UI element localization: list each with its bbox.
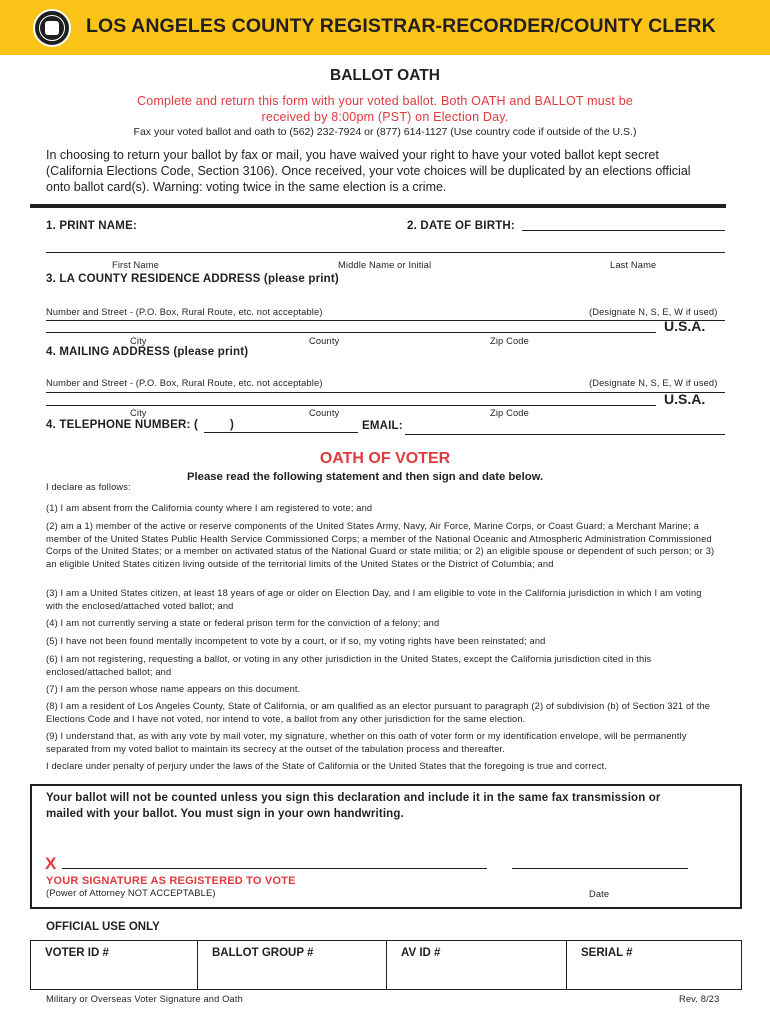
instruction-line-1: Complete and return this form with your voted ballot. Both OATH and BALLOT must be	[136, 94, 634, 108]
mailing-address-label: 4. MAILING ADDRESS (please print)	[46, 346, 249, 358]
footer-revision: Rev. 8/23	[679, 994, 720, 1004]
oath-item-4: (4) I am not currently serving a state or federal prison term for the conviction of a felony; and	[46, 618, 440, 628]
email-field[interactable]	[405, 434, 725, 435]
header-title: LOS ANGELES COUNTY REGISTRAR-RECORDER/COUNTY CLERK	[86, 15, 716, 37]
print-name-label: 1. PRINT NAME:	[46, 220, 137, 232]
date-of-birth-label: 2. DATE OF BIRTH:	[407, 220, 515, 232]
email-label: EMAIL:	[362, 420, 403, 432]
residence-address-label: 3. LA COUNTY RESIDENCE ADDRESS (please print)	[46, 273, 339, 285]
ballot-group-cell: BALLOT GROUP #	[198, 941, 387, 989]
oath-item-6: (6) I am not registering, requesting a ballot, or voting in any other jurisdiction in the United States, except the California jurisdiction cited in this enclosed/attached ballot; and	[46, 654, 652, 677]
mailing-city-field[interactable]	[46, 405, 656, 406]
voter-id-cell: VOTER ID #	[31, 941, 198, 989]
print-name-field[interactable]	[46, 252, 725, 253]
date-of-birth-field[interactable]	[522, 230, 725, 231]
telephone-close-paren: )	[230, 419, 235, 431]
zip-caption-2: Zip Code	[490, 408, 529, 418]
perjury-statement: I declare under penalty of perjury under the laws of the State of California or the United States that the foregoing is true and correct.	[46, 761, 608, 771]
county-seal-logo	[33, 9, 71, 47]
city-caption-2: City	[130, 408, 147, 418]
footer-left: Military or Overseas Voter Signature and Oath	[46, 994, 243, 1004]
section-divider	[30, 204, 726, 208]
first-name-caption: First Name	[112, 260, 159, 270]
oath-item-5: (5) I have not been found mentally incompetent to vote by a court, or if so, my voting rights have been reinstated; and	[46, 636, 546, 646]
poa-note: (Power of Attorney NOT ACCEPTABLE)	[46, 888, 216, 898]
fax-instructions: Fax your voted ballot and oath to (562) 232-7924 or (877) 614-1127 (Use country code if outside of the U.S.)	[133, 126, 637, 138]
county-caption: County	[309, 336, 340, 346]
signature-label: YOUR SIGNATURE AS REGISTERED TO VOTE	[46, 875, 296, 887]
intro-line-1: In choosing to return your ballot by fax or mail, you have waived your right to have your voted ballot kept secret	[46, 148, 659, 162]
date-caption: Date	[589, 889, 610, 899]
usa-label-2: U.S.A.	[664, 391, 706, 407]
zip-caption: Zip Code	[490, 336, 529, 346]
street-hint-2: Number and Street - (P.O. Box, Rural Route, etc. not acceptable)	[46, 378, 323, 388]
oath-item-3: (3) I am a United States citizen, at least 18 years of age or older on Election Day, and I am eligible to vote in the California jurisdiction in which I am voting with the enclosed/attached voted ballot; and	[46, 588, 702, 611]
signature-warning-1: Your ballot will not be counted unless you sign this declaration and include it in the same fax transmission or	[46, 792, 661, 804]
oath-item-2: (2) am a 1) member of the active or reserve components of the United States Army, Navy, Air Force, Marine Corps, or Coast Guard; a Merchant Marine; a member of the United States Public Health Service Commissioned Corps; a member of the National Oceanic and Atmospheric Administration Commissioned Corps of the United States; or a member on activated status of the National Guard or state militia; or 2) an eligible spouse or dependent of such person; or 3) an eligible United States citizen living outside of the territorial limits of the United States or the District of Columbia; and	[46, 521, 715, 569]
official-use-table	[30, 940, 742, 990]
instruction-line-2: received by 8:00pm (PST) on Election Day.	[261, 110, 509, 124]
residence-street-field[interactable]	[46, 320, 725, 321]
read-statement: Please read the following statement and then sign and date below.	[187, 471, 544, 483]
oath-item-8: (8) I am a resident of Los Angeles County, State of California, or am qualified as an elector pursuant to paragraph (2) of subdivision (b) of Section 321 of the Elections Code and I have not voted, nor intend to vote, a ballot from any other jurisdiction for the same election.	[46, 701, 711, 724]
declare-text: I declare as follows:	[46, 482, 131, 492]
county-caption-2: County	[309, 408, 340, 418]
av-id-cell: AV ID #	[387, 941, 567, 989]
oath-item-7: (7) I am the person whose name appears on this document.	[46, 684, 301, 694]
street-hint: Number and Street - (P.O. Box, Rural Route, etc. not acceptable)	[46, 307, 323, 317]
signature-date-field[interactable]	[512, 868, 688, 869]
intro-line-3: onto ballot card(s). Warning: voting twice in the same election is a crime.	[46, 180, 447, 194]
serial-cell: SERIAL #	[581, 947, 633, 959]
residence-city-field[interactable]	[46, 332, 656, 333]
last-name-caption: Last Name	[610, 260, 657, 270]
mailing-street-field[interactable]	[46, 392, 725, 393]
official-use-heading: OFFICIAL USE ONLY	[46, 921, 160, 933]
signature-field[interactable]	[62, 868, 487, 869]
signature-x-mark: X	[45, 854, 57, 873]
designate-hint-2: (Designate N, S, E, W if used)	[589, 378, 718, 388]
usa-label: U.S.A.	[664, 318, 706, 334]
telephone-label: 4. TELEPHONE NUMBER: (	[46, 419, 198, 431]
oath-heading: OATH OF VOTER	[319, 450, 451, 467]
designate-hint: (Designate N, S, E, W if used)	[589, 307, 718, 317]
intro-line-2: (California Elections Code, Section 3106). Once received, your vote choices will be duplicated by an elections official	[46, 164, 691, 178]
city-caption: City	[130, 336, 147, 346]
signature-warning-2: mailed with your ballot. You must sign in your own handwriting.	[46, 808, 404, 820]
telephone-field[interactable]	[204, 432, 358, 433]
middle-name-caption: Middle Name or Initial	[338, 260, 432, 270]
form-title: BALLOT OATH	[330, 67, 440, 84]
oath-item-1: (1) I am absent from the California county where I am registered to vote; and	[46, 503, 373, 513]
oath-item-9: (9) I understand that, as with any vote by mail voter, my signature, whether on this oath of voter form or my identification envelope, will be permanently separated from my voted ballot to maintain its secrecy at the outset of the tabulation process and thereafter.	[46, 731, 687, 754]
